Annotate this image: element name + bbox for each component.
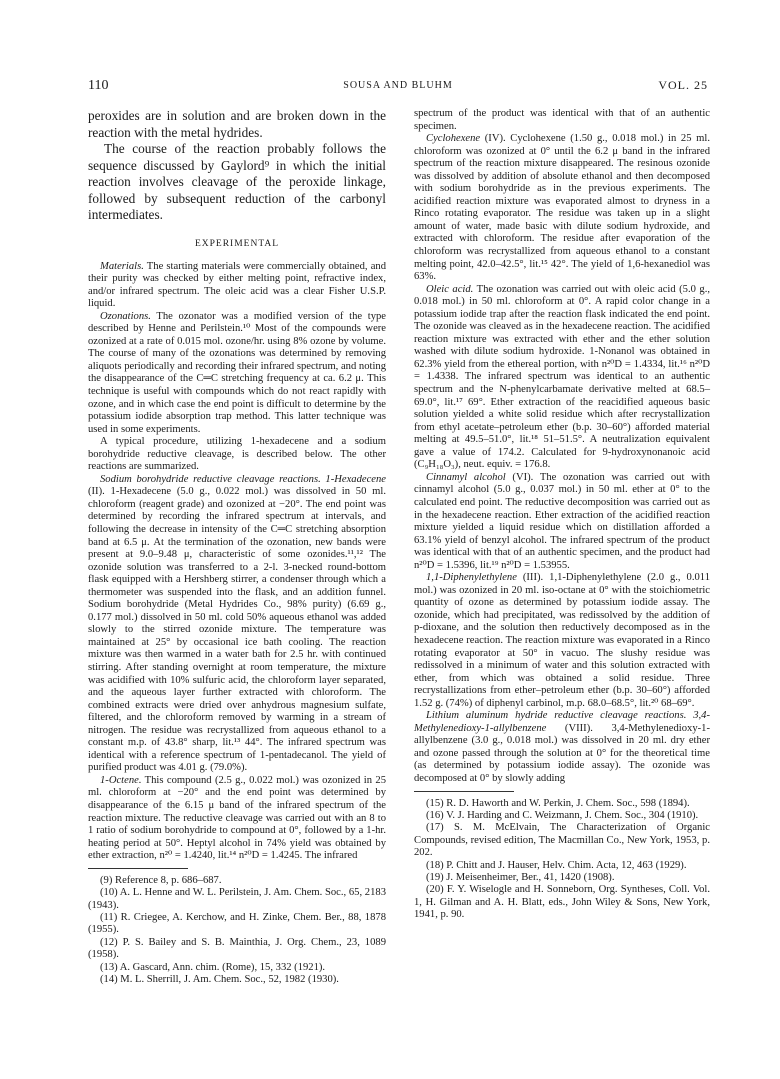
left-column xyxy=(88,108,386,986)
body-paragraph: Cyclohexene (IV). Cyclohexene (1.50 g., 0.018 mol.) in 25 ml. chloroform was ozonized at 0° until the 6.2 μ band in the infrared spectrum of the reaction mixture disappeared. The resinous ozonide was dissolved by addition of absolute ethanol and then decomposed with sodium borohydride as in the previous experiments. The acidified reaction mixture was evaporated almost to dryness in a Rinco rotating evaporator. The residue was taken up in a slight amount of water, made basic with dilute sodium hydroxide, and extracted with chloroform. The residue after evaporation of the chloroform was recrystallized from aqueous ethanol to a constant melting point, 42.0–42.5°, lit.¹⁵ 42°. The yield of 1,6-hexanediol was 63%. xyxy=(414,133,710,283)
body-paragraph: 1,1-Diphenylethylene (III). 1,1-Diphenylethylene (2.0 g., 0.011 mol.) was ozonized in 20 ml. iso-octane at 0° with the stoichiometric quantity of ozone as determined by potassium iodide assay. The ozonide, which had precipitated, was redissolved by the addition of p-dioxane, and the solution then reductively decomposed as in the hexadecene reaction. The reaction mixture was evaporated in a Rinco rotating evaporator at 50° in vacuo. The slushy residue was redissolved in a minimum of water and this solution extracted with ether, from which was obtained a solid residue. Three recrystallizations from ether–petroleum ether (b.p. 30–60°) afforded 1.52 g. (74%) of diphenyl carbinol, m.p. 68.0–68.5°, lit.²⁰ 68–69°. xyxy=(414,572,710,709)
footnote: (17) S. M. McElvain, The Characterization of Organic Compounds, revised edition, The Macmillan Co., New York, 1953, p. 202. xyxy=(414,822,710,859)
run-in-title: Oleic acid. xyxy=(426,283,474,295)
body-paragraph: Materials. The starting materials were commercially obtained, and their purity was checked by either melting point, refractive index, and/or infrared spectrum. The oleic acid was a clear Fisher U.S.P. liquid. xyxy=(88,260,386,310)
footnote-divider xyxy=(88,868,188,869)
footnote-divider xyxy=(414,791,514,792)
footnote: (10) A. L. Henne and W. L. Perilstein, J. Am. Chem. Soc., 65, 2183 (1943). xyxy=(88,887,386,911)
body-paragraph: spectrum of the product was identical with that of an authentic specimen. xyxy=(414,108,710,132)
running-head: SOUSA AND BLUHM xyxy=(343,80,453,91)
body-paragraph: Oleic acid. The ozonation was carried out with oleic acid (5.0 g., 0.018 mol.) in 50 ml. chloroform at 0°. A rapid color change in a potassium iodide trap after the reaction flask indicated the end point. The ozonide was cleaved as in the hexadecene reaction. The acidified reaction mixture was extracted with ether and the ether solution washed with dilute sodium hydroxide. 1-Nonanol was obtained in 62.3% yield from the ethereal portion, with n²⁰D = 1.4334, lit.¹⁶ n²⁰D = 1.4338. The infrared spectrum was identical to an authentic spectrum and the N-phenylcarbamate derivative melted at 68.5–69.0°, lit.¹⁷ 69°. Ether extraction of the reacidified aqueous basic solution yielded a white solid residue which after recrystallization from ethyl acetate–petroleum ether (b.p. 30–60°) afforded material melting at 49.5–51.0°, lit.¹⁸ 51–51.5°. A neutralization equivalent gave a value of 174.2. Calculated for 9-hydroxynonanoic acid (C₉H₁₈O₃), neut. equiv. = 176.8. xyxy=(414,283,710,471)
page-header xyxy=(88,78,708,96)
page-number: 110 xyxy=(88,78,109,93)
footnote: (15) R. D. Haworth and W. Perkin, J. Chem. Soc., 598 (1894). xyxy=(426,797,690,809)
footnote: (14) M. L. Sherrill, J. Am. Chem. Soc., 52, 1982 (1930). xyxy=(100,974,339,985)
section-heading: EXPERIMENTAL xyxy=(194,238,280,249)
intro-paragraph: peroxides are in solution and are broken down in the reaction with the metal hydrides. xyxy=(88,108,386,140)
right-column xyxy=(414,108,710,922)
footnote: (13) A. Gascard, Ann. chim. (Rome), 15, 332 (1921). xyxy=(100,961,326,973)
run-in-title: Ozonations. xyxy=(100,310,151,322)
footnote: (20) F. Y. Wiselogle and H. Sonneborn, Org. Syntheses, Coll. Vol. 1, H. Gilman and A. H. Blatt, eds., John Wiley & Sons, New York, 1941, p. 90. xyxy=(414,884,710,921)
run-in-title: Materials. xyxy=(100,260,144,272)
body-paragraph: Cinnamyl alcohol (VI). The ozonation was carried out with cinnamyl alcohol (5.0 g., 0.037 mol.) in 50 ml. ether at 0° to the calculated end point. The reductive decomposition was carried out as in the hexadecene reaction. Ether extraction of the acidified reaction mixture yielded a liquid residue which on distillation afforded a 63.1% yield of benzyl alcohol. The infrared spectrum of the product was identical with that of an authentic specimen, and the product had n²⁰D = 1.5396, lit.¹⁹ n²⁰D = 1.53955. xyxy=(414,471,710,571)
body-paragraph: 1-Octene. This compound (2.5 g., 0.022 mol.) was ozonized in 25 ml. chloroform at −20° and the end point was determined by disappearance of the 6.15 μ band of the infrared spectrum of the reaction mixture. The reductive cleavage was carried out with an 8 to 1 ratio of sodium borohydride to compound at 0°, followed by a 1-hr. heating period at 50°. Heptyl alcohol in 74% yield was obtained by ether extraction, n²⁰ = 1.4240, lit.¹⁴ n²⁰D = 1.4245. The infrared xyxy=(88,774,386,862)
volume-label: VOL. 25 xyxy=(658,78,708,92)
footnote: (19) J. Meisenheimer, Ber., 41, 1420 (1908). xyxy=(426,871,615,883)
run-in-title: Cinnamyl alcohol xyxy=(426,471,506,483)
run-in-title: 1,1-Diphenylethylene xyxy=(426,572,517,584)
footnote: (11) R. Criegee, A. Kerchow, and H. Zinke, Chem. Ber., 88, 1878 (1955). xyxy=(88,911,386,936)
footnote: (18) P. Chitt and J. Hauser, Helv. Chim. Acta, 12, 463 (1929). xyxy=(426,859,687,871)
body-paragraph: Ozonations. The ozonator was a modified version of the type described by Henne and Perilstein.¹⁰ Most of the compounds were ozonized at a rate of 0.015 mol. ozone/hr. using 8% ozone by volume. The course of many of the ozonations was determined by removing aliquots periodically and recording their infrared spectrum, and noting the disappearance of the C═C stretching frequency at ca. 6.2 μ. This technique is useful with compounds which do not react rapidly with ozone, and in which case the end point is difficult to determine by the potassium iodide absorption trap method. This latter technique was used in some experiments. xyxy=(88,310,387,435)
body-paragraph: Lithium aluminum hydride reductive cleavage reactions. 3,4-Methylenedioxy-1-allylbenzene (VIII). 3,4-Methylenedioxy-1-allylbenzene (3.0 g., 0.018 mol.) was dissolved in 20 ml. dry ether and ozone passed through the solution at 0° for the theoretical time (as determined by potassium iodide assay). The ozonide was decomposed at 0° by slowly adding xyxy=(414,710,710,784)
run-in-title: Sodium borohydride reductive cleavage reactions. 1-Hexadecene xyxy=(100,473,386,485)
run-in-title: Lithium aluminum hydride reductive cleavage reactions. 3,4-Methylenedioxy-1-allylbenzene xyxy=(414,710,710,734)
footnote: (12) P. S. Bailey and S. B. Mainthia, J. Org. Chem., 23, 1089 (1958). xyxy=(88,936,386,961)
body-paragraph: A typical procedure, utilizing 1-hexadecene and a sodium borohydride reductive cleavage, is described below. The other reactions are summarized. xyxy=(88,436,386,473)
footnote: (9) Reference 8, p. 686–687. xyxy=(100,874,222,886)
footnotes xyxy=(88,875,386,987)
footnotes xyxy=(414,798,710,922)
body-paragraph: Sodium borohydride reductive cleavage reactions. 1-Hexadecene (II). 1-Hexadecene (5.0 g., 0.022 mol.) was dissolved in 50 ml. chloroform (reagent grade) and ozonized at −20°. The end point was determined by recording the infrared spectrum at intervals, and following the decrease in intensity of the C═C stretching absorption band at 6.5 μ. At the termination of the ozonation, new bands were present at 9.0–9.48 μ, characteristic of some ozonides.¹¹,¹² The ozonide solution was transferred to a 2-l. 3-necked round-bottom flask equipped with a Hershberg stirrer, a condenser through which a thermometer was suspended into the flask, and an addition funnel. Sodium borohydride (Metal Hydrides Co., 98% purity) (6.69 g., 0.177 mol.) dissolved in 50 ml. cold 50% aqueous ethanol was added slowly to the stirred ozonide mixture. The temperature was maintained at 25° by occasional ice bath cooling. The reaction mixture was then warmed in a water bath for 2.5 hr. with continued stirring. After standing overnight at room temperature, the mixture was acidified with 10% sulfuric acid, the chloroform layer separated, and the aqueous layer further extracted with chloroform. The combined extracts were dried over anhydrous magnesium sulfate, filtered, and the chloroform removed by warming in a stream of nitrogen. The residue was recrystallized from aqueous ethanol to a constant m.p. of 43.8° sharp, lit.¹³ 44°. The infrared spectrum was identical with a reference spectrum of 1-pentadecanol. The yield of purified product was 4.01 g. (79.0%). xyxy=(88,473,386,774)
run-in-title: 1-Octene. xyxy=(100,774,142,786)
intro-paragraph: The course of the reaction probably follows the sequence discussed by Gaylord⁹ in which the initial reaction involves cleavage of the peroxide linkage, followed by subsequent reduction of the carbonyl intermediates. xyxy=(88,141,386,222)
footnote: (16) V. J. Harding and C. Weizmann, J. Chem. Soc., 304 (1910). xyxy=(426,809,699,821)
run-in-title: Cyclohexene xyxy=(426,133,481,145)
